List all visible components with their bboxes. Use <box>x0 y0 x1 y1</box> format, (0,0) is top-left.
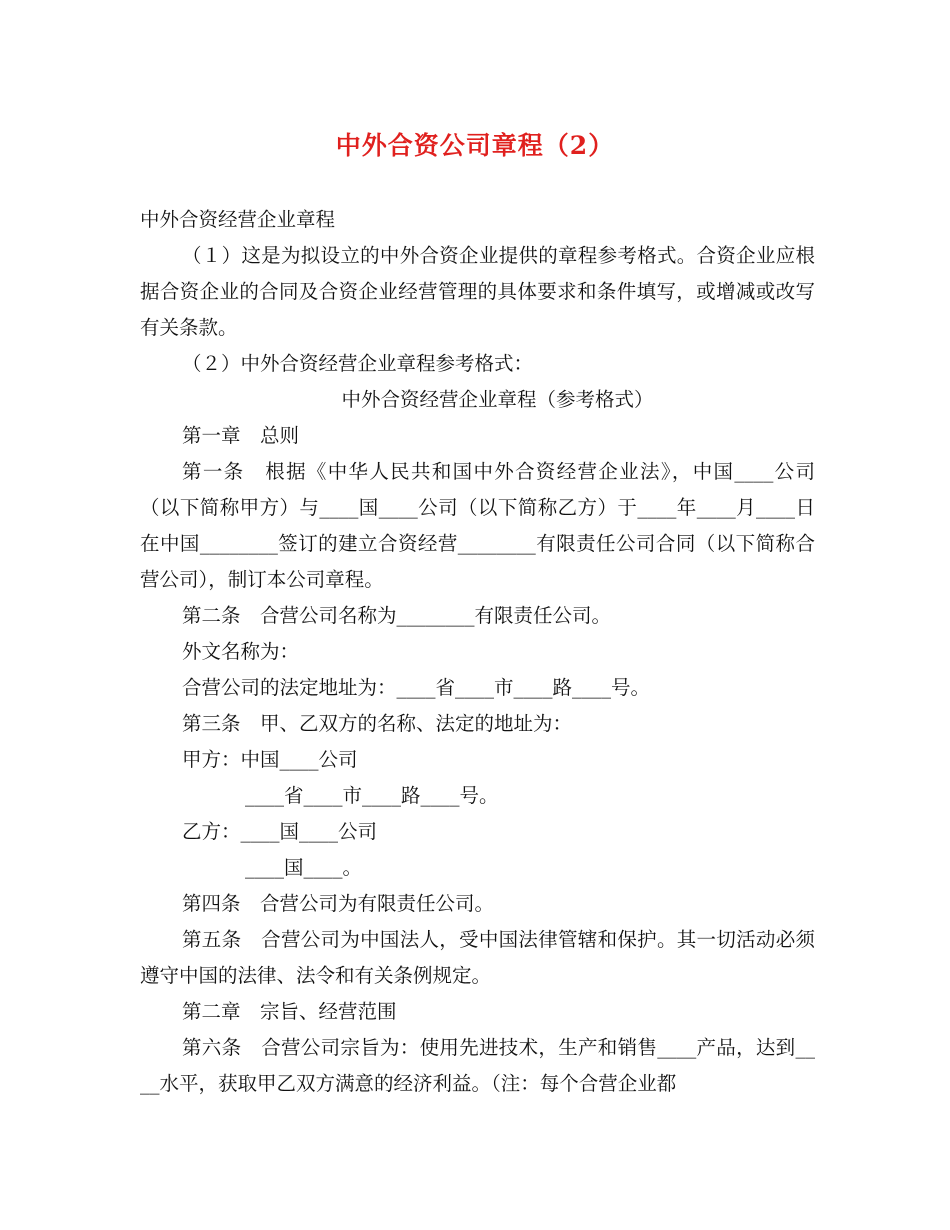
paragraph: （１）这是为拟设立的中外合资企业提供的章程参考格式。合资企业应根据合资企业的合同及合资企业经营管理的具体要求和条件填写，或增减或改写有关条款。 <box>140 244 815 339</box>
paragraph-heading: 中外合资经营企业章程 <box>140 208 336 231</box>
article: 第三条 甲、乙双方的名称、法定的地址为： <box>182 712 573 735</box>
paragraph: ____国____。 <box>245 856 363 879</box>
document-title: 中外合资公司章程（2） <box>335 131 615 160</box>
paragraph: ____省____市____路____号。 <box>245 784 499 807</box>
article: 第六条 合营公司宗旨为：使用先进技术，生产和销售____产品，达到____水平，获取甲乙双方满意的经济利益。（注：每个合营企业都 <box>140 1036 815 1095</box>
document-body <box>140 202 815 1102</box>
paragraph-subtitle: 中外合资经营企业章程（参考格式） <box>341 388 654 411</box>
article: 第一条 根据《中华人民共和国中外合资经营企业法》，中国____公司（以下简称甲方）与____国____公司（以下简称乙方）于____年____月____日在中国________签订的建立合资经营________有限责任公司合同（以下简称合营公司），制订本公司章程。 <box>140 460 815 591</box>
article: 第二条 合营公司名称为________有限责任公司。 <box>182 604 612 627</box>
paragraph: 甲方：中国____公司 <box>182 748 358 771</box>
paragraph: 合营公司的法定地址为：____省____市____路____号。 <box>182 676 651 699</box>
paragraph: （２）中外合资经营企业章程参考格式： <box>182 352 534 375</box>
chapter-heading: 第二章 宗旨、经营范围 <box>182 1000 397 1023</box>
chapter-heading: 第一章 总则 <box>182 424 300 447</box>
article: 第四条 合营公司为有限责任公司。 <box>182 892 495 915</box>
paragraph: 外文名称为： <box>182 640 300 663</box>
paragraph: 乙方：____国____公司 <box>182 820 378 843</box>
article: 第五条 合营公司为中国法人，受中国法律管辖和保护。其一切活动必须遵守中国的法律、法令和有关条例规定。 <box>140 928 815 987</box>
